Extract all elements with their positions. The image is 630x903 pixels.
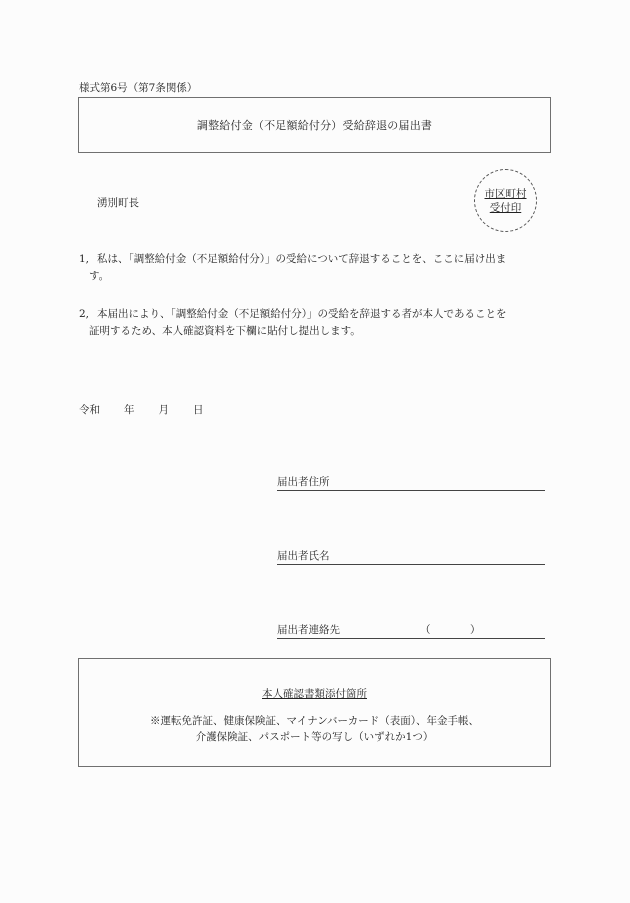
stamp-line-1: 市区町村 [484, 187, 527, 200]
title-box [78, 97, 551, 153]
document-title: 調整給付金（不足額給付分）受給辞退の届出書 [196, 119, 433, 132]
paragraph-number: 2, [79, 308, 90, 320]
attachment-note-line-2: 介護保険証、パスポート等の写し（いずれか1つ） [195, 731, 434, 743]
stamp-line-2: 受付印 [489, 201, 522, 214]
reception-stamp-circle [474, 169, 537, 232]
date-year[interactable]: 年 [124, 404, 135, 416]
paragraph-text: 本届出により、「調整給付金（不足額給付分）」の受給を辞退する者が本人であることを [97, 308, 507, 320]
date-month[interactable]: 月 [158, 404, 169, 416]
date-day[interactable]: 日 [193, 404, 204, 416]
id-document-attachment-area [78, 658, 551, 767]
address-field[interactable] [277, 475, 545, 491]
contact-paren-close: ） [470, 624, 481, 636]
addressee: 湧別町長 [97, 197, 139, 209]
contact-label: 届出者連絡先 [277, 624, 340, 636]
date-era: 令和 [79, 404, 100, 416]
paragraph-text: 私は、「調整給付金（不足額給付分）」の受給について辞退することを、ここに届け出ま [97, 253, 507, 265]
paragraph-text-continued: す。 [89, 270, 110, 282]
contact-paren-open: （ [420, 624, 431, 636]
address-label: 届出者住所 [277, 476, 330, 488]
date-row [79, 402, 228, 417]
name-label: 届出者氏名 [277, 550, 330, 562]
attachment-note [150, 713, 479, 745]
paragraph-1 [79, 251, 551, 285]
paragraph-text-continued: 証明するため、本人確認資料を下欄に貼付し提出します。 [89, 325, 361, 337]
attachment-note-line-1: ※運転免許証、健康保険証、マイナンバーカード（表面）、年金手帳、 [149, 715, 480, 727]
contact-field[interactable] [277, 623, 545, 639]
name-field[interactable] [277, 549, 545, 565]
form-number: 様式第6号（第7条関係） [79, 82, 198, 94]
paragraph-2 [79, 306, 551, 340]
paragraph-number: 1, [79, 253, 90, 265]
attachment-title: 本人確認書類添付箇所 [262, 688, 367, 700]
